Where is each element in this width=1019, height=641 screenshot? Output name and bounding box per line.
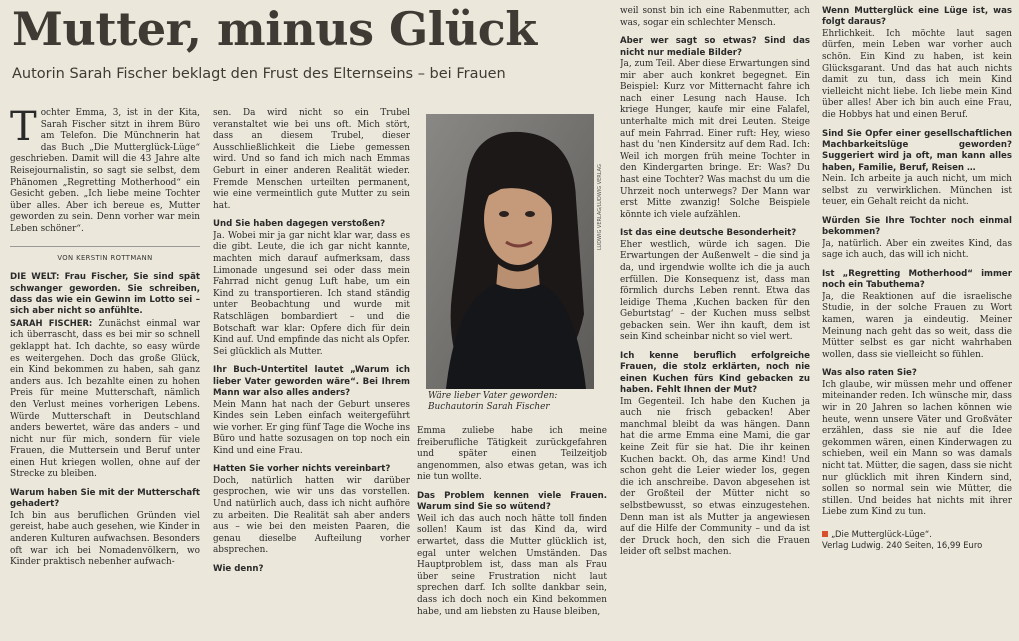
answer: Ich glaube, wir müssen mehr und offener miteinander reden. Ich wünsche mir, dass wir in 20 Jahren so lachen können wie heute, wenn unsere Väter und Großväter erzählen, dass sie nie auf die Idee gekommen wären, einen Kinderwagen zu schieben, weil ein Mann so was damals nicht tat. Mütter, die sagen, dass sie nicht nur glücklich mit ihren Kindern sind, sollen so normal sein wie Mütter, die stillen. Und beides hat nichts mit ihrer Liebe zum Kind zu tun. [822, 379, 1012, 518]
answer: Ich bin aus beruflichen Gründen viel gereist, habe auch gesehen, wie Kinder in anderen Kulturen aufwachsen. Besonders oft war ich bei Nomadenvölkern, wo Kinder praktisch nebenher aufwach- [10, 510, 200, 568]
answer: Nein. Ich arbeite ja auch nicht, um mich selbst zu verwirklichen. München ist teuer, ein Gehalt reicht da nicht. [822, 174, 1012, 208]
paragraph: weil sonst bin ich eine Rabenmutter, ach was, sogar ein schlechter Mensch. [620, 6, 810, 28]
subheadline: Autorin Sarah Fischer beklagt den Frust des Elternseins – bei Frauen [12, 66, 506, 82]
column-4 [620, 6, 810, 638]
column-5 [822, 6, 1012, 638]
question: Ist das eine deutsche Besonderheit? [620, 228, 797, 239]
answer: Ja, die Reaktionen auf die israelische Studie, in der solche Frauen zu Wort kamen, waren ja eindeutig. Meiner Meinung nach geht das so weit, dass die Mütter selbst es gar nicht wahrhaben wollen, dass sie vielleicht so fühlen. [822, 291, 1012, 360]
answer: Doch, natürlich hatten wir darüber gesprochen, wie wir uns das vorstellen. Und natürlich auch, dass ich nicht aufhöre zu arbeiten. Die Realität sah aber anders aus – wie bei den meisten Paaren, die genau dieselbe Aufteilung vorher absprechen. [213, 475, 410, 556]
question: Ich kenne beruflich erfolgreiche Frauen, die stolz erklärten, noch nie einen Kuchen fürs Kind gebacken zu haben. Fehlt Ihnen der Mut? [620, 351, 810, 396]
column-3 [417, 426, 607, 636]
headline: Mutter, minus Glück [12, 2, 537, 56]
question: Und Sie haben dagegen verstoßen? [213, 219, 386, 230]
question: Was also raten Sie? [822, 368, 917, 379]
question: Wenn Mutterglück eine Lüge ist, was folgt daraus? [822, 6, 1012, 28]
answer: Ja, natürlich. Aber ein zweites Kind, das sage ich auch, das will ich nicht. [822, 238, 1012, 261]
question: Das Problem kennen viele Frauen. Warum sind Sie so wütend? [417, 490, 607, 513]
question [10, 272, 200, 318]
question-text: Frau Fischer, Sie sind spät schwanger geworden. Sie schreiben, dass das wie ein Gewinn im Lotto sei – sich aber nicht so anfühlte. [10, 272, 200, 317]
question: Hatten Sie vorher nichts vereinbart? [213, 464, 391, 475]
intro-text: ochter Emma, 3, ist in der Kita, Sarah Fischer sitzt in ihrem Büro am Telefon. Die Münchnerin hat das Buch „Die Mutterglück-Lüge“ geschrieben. Damit will die 43 Jahre alte Reisejournalistin, so sagt sie selbst, dem Phänomen „Regretting Motherhood“ ein Gesicht geben. „Ich liebe meine Tochter über alles. Aber ich bereue es, Mutter geworden zu sein. Denn vorher war mein Leben schöner“. [10, 108, 200, 234]
book-title: „Die Mutterglück-Lüge“. [831, 528, 932, 539]
answer: Eher westlich, würde ich sagen. Die Erwartungen der Außenwelt – die sind ja da, und irgendwie wollte ich die ja auch erfüllen. Die Konsequenz ist, dass man förmlich durchs Leben rennt. Etwa das leidige Thema ‚Kuchen backen für den Geburtstag‘ – der Kuchen muss selbst gebacken sein. Wer ihn kauft, dem ist sein Kind scheinbar nicht so viel wert. [620, 239, 810, 343]
answer: Im Gegenteil. Ich habe den Kuchen ja auch nie frisch gebacken! Aber manchmal bleibt da was hängen. Dann hat die arme Emma eine Mami, die gar keine Zeit für sie hat. Die ihr keinen Kuchen backt. Oh, das arme Kind! Und schon geht die Leier wieder los, gegen die ich anschreibe. Davon abgesehen ist der Großteil der Mütter nicht so selbstbewusst, so etwas einzugestehen. Denn man ist als Mutter ja angewiesen auf die Hilfe der Community – und da ist der Druck hoch, den sich die Frauen leider oft selbst machen. [620, 396, 810, 558]
book-reference [822, 529, 1012, 551]
speaker-label: DIE WELT: [10, 272, 60, 283]
question: Ist „Regretting Motherhood“ immer noch ein Tabuthema? [822, 268, 1012, 291]
portrait-image [426, 114, 594, 389]
answer: Weil ich das auch noch hätte toll finden sollen! Kaum ist das Kind da, wird erwartet, dass die Mutter glücklich ist, egal unter welchen Umständen. Das Hauptproblem ist, dass man als Frau über seine Frustration nicht laut sprechen darf. Ich sollte dankbar sein, dass ich doch noch ein Kind bekommen habe, und am liebsten zu Hause bleiben, [417, 513, 607, 617]
square-bullet-icon [822, 531, 828, 537]
question: Ihr Buch-Untertitel lautet „Warum ich lieber Vater geworden wäre“. Bei Ihrem Mann war also alles anders? [213, 365, 410, 399]
column-1 [10, 108, 200, 638]
answer: Ehrlichkeit. Ich möchte laut sagen dürfen, mein Leben war vorher auch schön. Ein Kind zu haben, ist kein Glücksgarant. Und das hat auch nichts damit zu tun, dass ich mein Kind vielleicht nicht liebe. Ich liebe mein Kind über alles! Aber ich bin auch eine Frau, die Hobbys hat und einen Beruf. [822, 28, 1012, 120]
column-2 [213, 108, 410, 638]
speaker-label: SARAH FISCHER: [10, 317, 93, 328]
book-info: Verlag Ludwig. 240 Seiten, 16,99 Euro [822, 539, 983, 550]
question: Wie denn? [213, 564, 264, 575]
question: Würden Sie Ihre Tochter noch einmal bekommen? [822, 215, 1012, 238]
answer: Ja, zum Teil. Aber diese Erwartungen sind mir aber auch konkret begegnet. Ein Beispiel: Kurz vor Mitternacht fahre ich nach einer Lesung nach Hause. Ich kriege Hunger, kaufe mir eine Falafel, unterhalte mich mit drei Leuten. Steige auf mein Fahrrad. Einer ruft: Hey, wieso hast du 'nen Kindersitz auf dem Rad. Ich: Weil ich morgen früh meine Tochter in den Kindergarten bringe. Er: Was? Du hast eine Tochter? Was machst du um die Uhrzeit noch unterwegs? Der Mann war erst Mitte zwanzig! Solche Beispiele könnte ich viele aufzählen. [620, 59, 810, 220]
dropcap: T [10, 108, 37, 150]
question: Warum haben Sie mit der Mutterschaft gehadert? [10, 488, 200, 510]
paragraph: Emma zuliebe habe ich meine freiberufliche Tätigkeit zurückgefahren und später einen Teilzeitjob angenommen, also etwas getan, was ich nie tun wollte. [417, 426, 607, 483]
answer: Ja. Wobei mir ja gar nicht klar war, dass es die gibt. Leute, die ich gar nicht kannte, machten mich darauf aufmerksam, dass Limonade ungesund sei oder dass mein Fahrrad nicht genug Luft habe, um ein Kind zu transportieren. Ich stand ständig unter Beobachtung und wurde mit Ratschlägen bombardiert – und die Botschaft war klar: Opfere dich für dein Kind auf. Und empfinde das nicht als Opfer. Sei glücklich als Mutter. [213, 230, 410, 357]
intro-paragraph [10, 108, 200, 236]
portrait-illustration [426, 114, 594, 389]
photo-credit: LUDWIG VERLAG/LUDWIG VERLAG [597, 164, 603, 250]
author-photo [426, 114, 594, 389]
answer: Mein Mann hat nach der Geburt unseres Kindes sein Leben einfach weitergeführt wie vorher. Er ging fünf Tage die Woche ins Büro und hatte sozusagen on top noch ein Kind und eine Frau. [213, 399, 410, 456]
answer-text: Zunächst einmal war ich überrascht, dass es bei mir so schnell geklappt hat. Ich dachte, so easy würde es weitergehen. Doch das große Glück, ein Kind bekommen zu haben, sah ganz anders aus. Ich bezahlte einen zu hohen Preis für meine Mutterschaft, nämlich den Verlust meines vorherigen Lebens. Würde Mutterschaft in Deutschland anders bewertet, wäre das anders – und nicht nur für mich, sondern für viele Frauen, die Muttersein und Beruf unter einen Hut kriegen wollen, ohne auf der Strecke zu bleiben. [10, 318, 200, 480]
answer [10, 318, 200, 481]
question: Aber wer sagt so etwas? Sind das nicht nur mediale Bilder? [620, 36, 810, 58]
photo-caption: Wäre lieber Vater geworden: Buchautorin Sarah Fischer [428, 391, 558, 413]
question: Sind Sie Opfer einer gesellschaftlichen Machbarkeitslüge geworden? Suggeriert wird ja oft, man kann alles haben, Familie, Beruf, Reisen … [822, 128, 1012, 173]
byline: VON KERSTIN ROTTMANN [10, 246, 200, 265]
paragraph: sen. Da wird nicht so ein Trubel veranstaltet wie bei uns oft. Mich stört, dass an diesem Trubel, dieser Ausschließlichkeit die Liebe gemessen wird. Und so fand ich mich nach Emmas Geburt in einer anderen Realität wieder. Fremde Menschen urteilten permanent, wie eine vermeintlich gute Mutter zu sein hat. [213, 108, 410, 211]
